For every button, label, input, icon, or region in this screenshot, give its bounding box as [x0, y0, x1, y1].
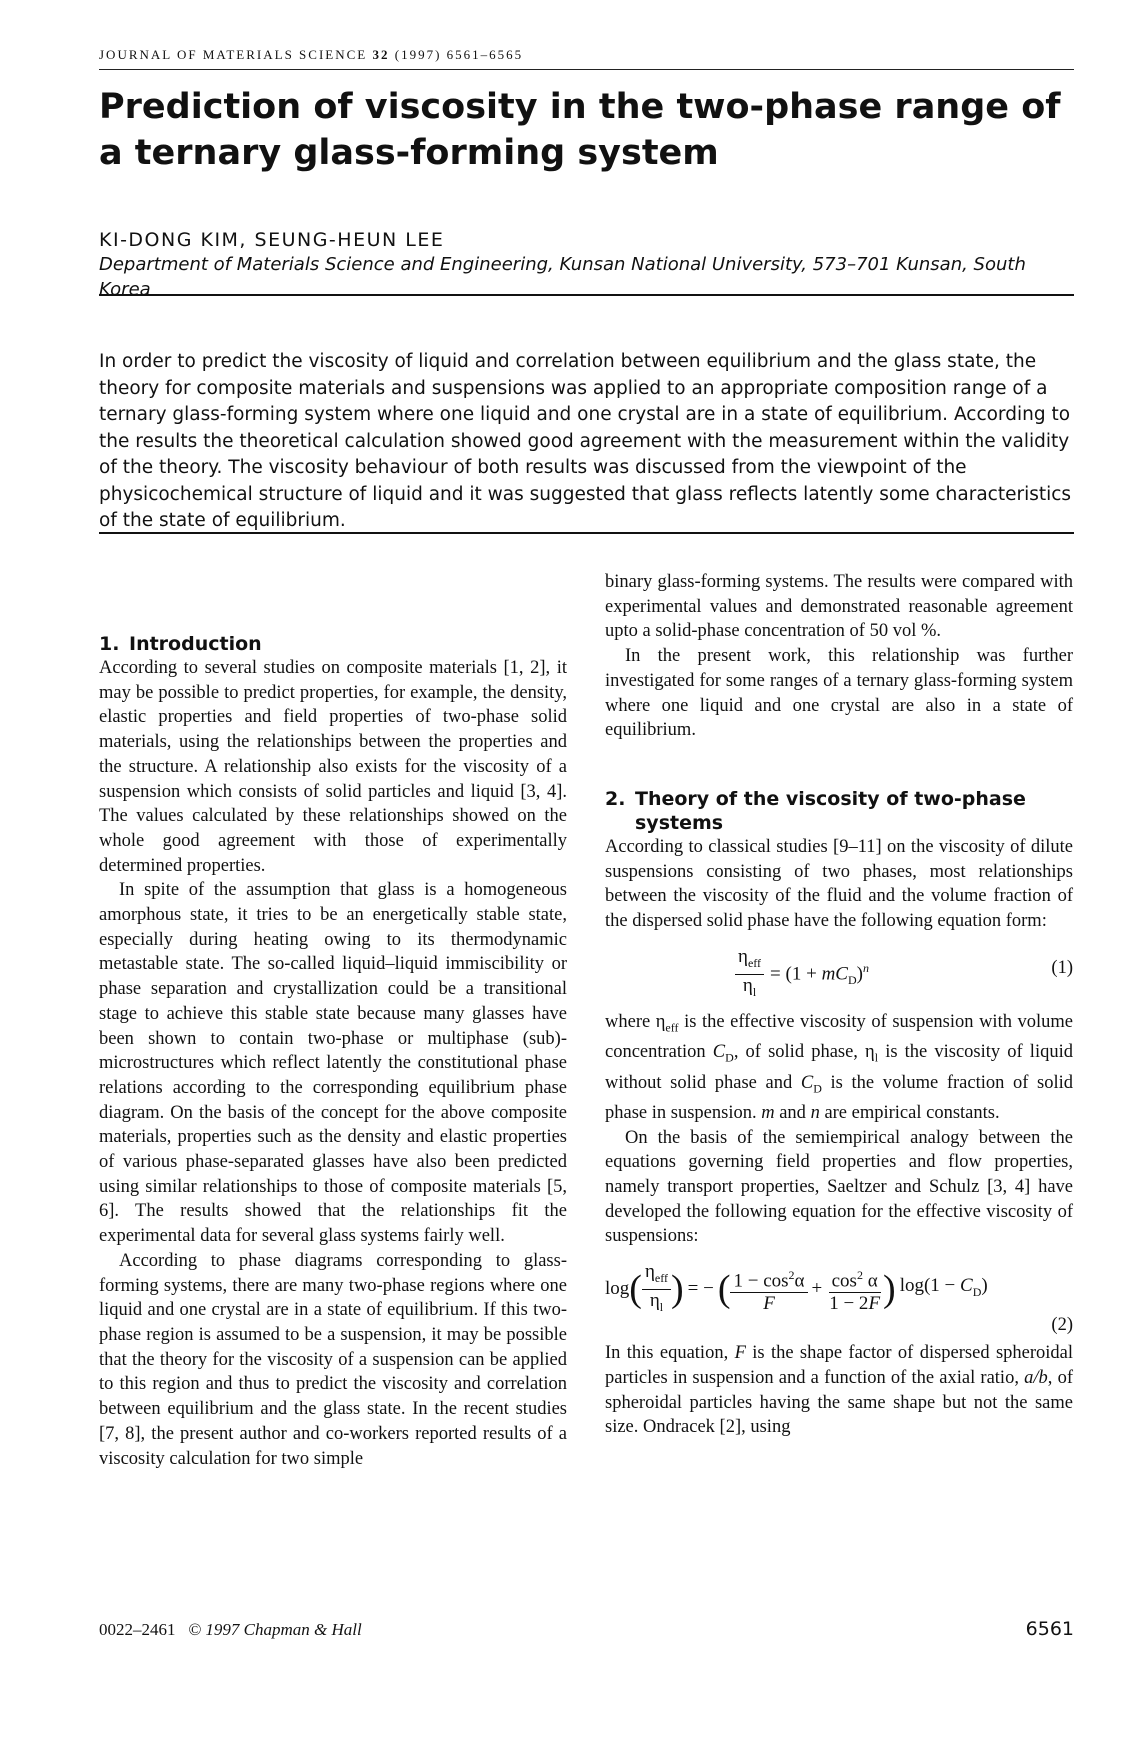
intro-paragraph-3: According to phase diagrams corresponding to glass-forming systems, there are many two-phase regions where one liquid and one crystal are in a state of equilibrium. If this two-phase region is assumed to be a suspension, it may be possible that the theory for the viscosity of a suspension can be applied to this region and thus to predict the viscosity and correlation between equilibrium and the glass state. In the recent studies [7, 8], the present author and co-workers reported results of a viscosity calculation for two simple: [99, 1250, 567, 1469]
section-1-title: Introduction: [129, 633, 262, 655]
theory-paragraph-3: On the basis of the semiempirical analogy between the equations governing field properties and flow properties, namely transport properties, Saeltzer and Schulz [3, 4] have developed the following equation for the effective viscosity of suspensions:: [605, 1127, 1073, 1247]
intro-continuation-1: binary glass-forming systems. The results were compared with experimental values and demonstrated reasonable agreement upto a solid-phase concentration of 50 vol %.: [605, 572, 1073, 642]
intro-paragraph-2: In spite of the assumption that glass is a homogeneous amorphous state, it tries to be an energetically stable state, especially during heating owing to its thermodynamic metastable state. The so-called liquid–liquid immiscibility or phase separation and crystallization could be a transitional stage to achieve this stable state because many glasses have been shown to contain two-phase or multiphase (sub)-microstructures which reflect latently the constitutional phase relations according to the corresponding equilibrium phase diagram. On the basis of the concept for the above composite materials, properties such as the density and elastic properties of various phase-separated glasses have also been predicted using similar relationships to those of composite materials [5, 6]. The results showed that the relationships fit the experimental data for several glass systems fairly well.: [99, 880, 567, 1247]
left-column: [99, 632, 567, 1471]
equation-1: [605, 940, 1073, 1010]
section-1-heading: [99, 570, 567, 656]
journal-name: JOURNAL OF MATERIALS SCIENCE: [99, 47, 368, 62]
page-number: 6561: [1025, 1618, 1074, 1640]
equation-1-formula: $\frac{\eta_{eff}}{\eta_l}$ = $(1 + mC_D)^n$: [735, 946, 869, 1003]
paper-title: Prediction of viscosity in the two-phase range of a ternary glass-forming system: [99, 87, 1061, 173]
affiliation: Department of Materials Science and Engineering, Kunsan National University, 573–701 Kunsan, South Korea: [99, 254, 1026, 300]
journal-year-pages: (1997) 6561–6565: [394, 47, 524, 62]
intro-paragraph-1: According to several studies on composite materials [1, 2], it may be possible to predict properties, for example, the density, elastic properties and field properties of two-phase solid materials, using the relationships between the properties and the structure. A relationship also exists for the viscosity of a suspension which consists of solid particles and liquid [3, 4]. The values calculated by these relationships showed on the whole good agreement with those of experimentally determined properties.: [99, 658, 567, 876]
abstract-top-rule: [99, 294, 1074, 296]
section-2-heading: [605, 787, 1073, 835]
section-2-title-line1: Theory of the viscosity of two-phase: [635, 787, 1026, 810]
issn: 0022–2461: [99, 1620, 176, 1639]
theory-paragraph-1: According to classical studies [9–11] on the viscosity of dilute suspensions consisting of two phases, most relationships between the viscosity of the fluid and the volume fraction of the dispersed solid phase have the following equation form:: [605, 836, 1073, 932]
paper-page: [99, 0, 1074, 1757]
header-rule: [99, 69, 1074, 70]
eta-ratio-fraction: $\frac{\eta_{eff}}{\eta_l}$: [735, 946, 764, 1003]
footer-left: [99, 1620, 362, 1640]
right-column: [605, 570, 1073, 1440]
copyright: © 1997 Chapman & Hall: [188, 1620, 362, 1639]
intro-continuation-2: In the present work, this relationship was further investigated for some ranges of a ternary glass-forming system where one liquid and one crystal are also in a state of equilibrium.: [605, 646, 1073, 741]
theory-paragraph-4: In this equation, F is the shape factor of dispersed spheroidal particles in suspension and a function of the axial ratio, a/b, of spheroidal particles having the same shape but not the same size. Ondracek [2], using: [605, 1343, 1074, 1438]
abstract: In order to predict the viscosity of liquid and correlation between equilibrium and the glass state, the theory for composite materials and suspensions was applied to an appropriate composition range of a ternary glass-forming system where one liquid and one crystal are in a state of equilibrium. According to the results the theoretical calculation showed good agreement with the measurement within the validity of the theory. The viscosity behaviour of both results was discussed from the viewpoint of the physicochemical structure of liquid and it was suggested that glass reflects latently some characteristics of the state of equilibrium.: [99, 351, 1072, 531]
equation-1-number: (1): [1051, 957, 1073, 978]
section-1-number: 1.: [99, 633, 120, 655]
section-2-number: 2.: [605, 787, 626, 810]
equation-2-number: (2): [1051, 1315, 1073, 1336]
equation-2-formula: log ( $\frac{\eta_{eff}}{\eta_l}$ ) = − ( $\frac{1 - \cos^2\alpha}{F}$ + $\frac{\cos^2 \alpha}{1 - 2F}$ ) $\log(1 - C_D)$: [605, 1261, 988, 1315]
abstract-bottom-rule: [99, 532, 1074, 534]
running-header: [99, 47, 1074, 63]
theory-paragraph-2: where $\eta_{eff}$ is the effective viscosity of suspension with volume concentration $C_D$, of solid phase, $\eta_l$ is the viscosity of liquid without solid phase and $C_D$ is the volume fraction of solid phase in suspension. m and n are empirical constants.: [605, 1011, 1073, 1123]
section-2-title-line2: systems: [635, 811, 724, 834]
equation-2: [605, 1257, 1073, 1341]
authors: KI-DONG KIM, SEUNG-HEUN LEE: [99, 229, 445, 251]
journal-volume: 32: [372, 47, 390, 62]
